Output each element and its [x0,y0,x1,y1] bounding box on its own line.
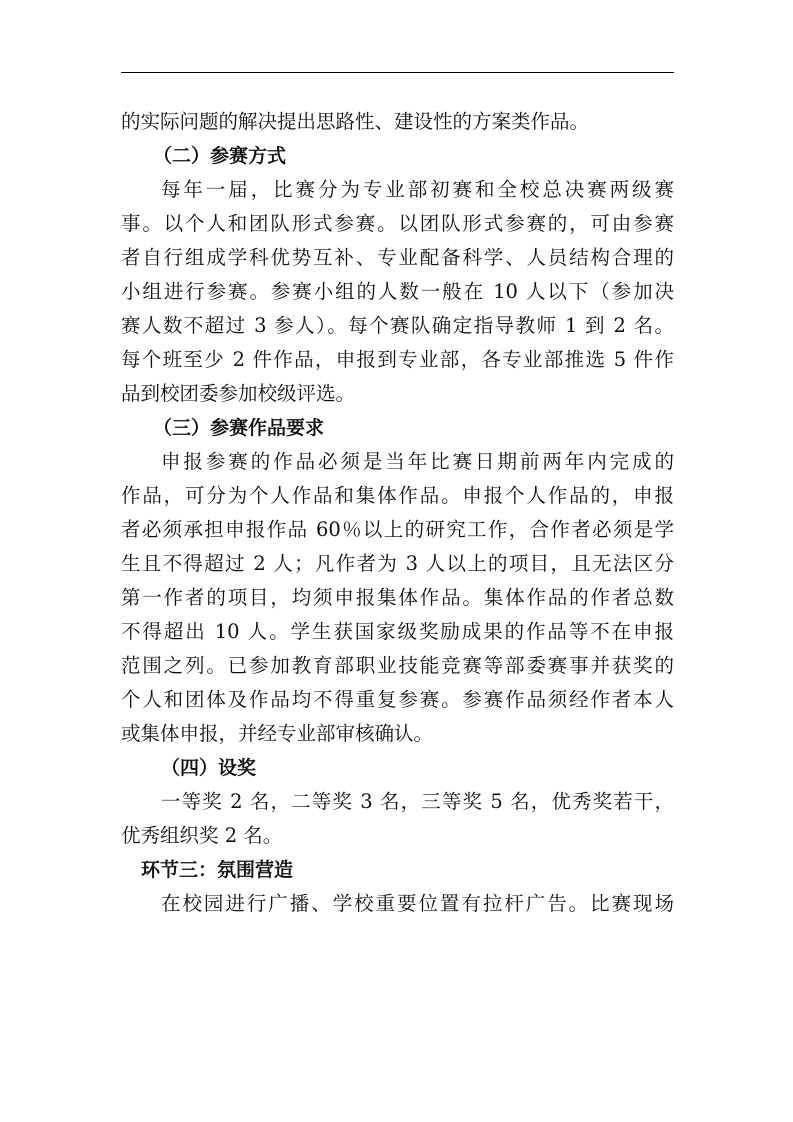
paragraph-line: 第一作者的项目，均须申报集体作品。集体作品的作者总数 [121,586,674,609]
paragraph-line: 一等奖 2 名，二等奖 3 名，三等奖 5 名，优秀奖若干， [161,790,674,813]
section-heading-awards: （四）设奖 [161,757,257,779]
paragraph-line: 个人和团体及作品均不得重复参赛。参赛作品须经作者本人 [121,688,674,711]
paragraph-line: 不得超出 10 人。学生获国家级奖励成果的作品等不在申报 [121,620,674,643]
paragraph-line: 事。以个人和团队形式参赛。以团队形式参赛的，可由参赛 [121,212,674,235]
section-heading-atmosphere: 环节三：氛围营造 [141,859,294,881]
paragraph-line: 小组进行参赛。参赛小组的人数一般在 10 人以下（参加决 [121,280,674,303]
paragraph-line: 优秀组织奖 2 名。 [121,824,283,847]
paragraph-line: 范围之列。已参加教育部职业技能竞赛等部委赛事并获奖的 [121,654,674,677]
paragraph-line: 作品，可分为个人作品和集体作品。申报个人作品的，申报 [121,484,674,507]
paragraph-line: 申报参赛的作品必须是当年比赛日期前两年内完成的 [161,450,674,473]
section-heading-requirements: （三）参赛作品要求 [153,417,325,439]
header-rule [121,72,674,73]
paragraph-line: 者自行组成学科优势互补、专业配备科学、人员结构合理的 [121,246,674,269]
paragraph-line: 赛人数不超过 3 参人）。每个赛队确定指导教师 1 到 2 名。 [121,314,674,337]
paragraph-line: 者必须承担申报作品 60％以上的研究工作，合作者必须是学 [121,518,674,541]
body-text [121,105,674,921]
paragraph-line: 在校园进行广播、学校重要位置有拉杆广告。比赛现场 [161,892,674,915]
section-heading-participation: （二）参赛方式 [153,145,287,167]
paragraph-line: 每个班至少 2 件作品，申报到专业部，各专业部推选 5 件作 [121,348,674,371]
paragraph-line: 的实际问题的解决提出思路性、建设性的方案类作品。 [121,110,590,133]
paragraph-line: 每年一届，比赛分为专业部初赛和全校总决赛两级赛 [161,178,674,201]
paragraph-line: 生且不得超过 2 人；凡作者为 3 人以上的项目，且无法区分 [121,552,674,575]
paragraph-line: 或集体申报，并经专业部审核确认。 [121,722,434,745]
paragraph-line: 品到校团委参加校级评选。 [121,382,356,405]
